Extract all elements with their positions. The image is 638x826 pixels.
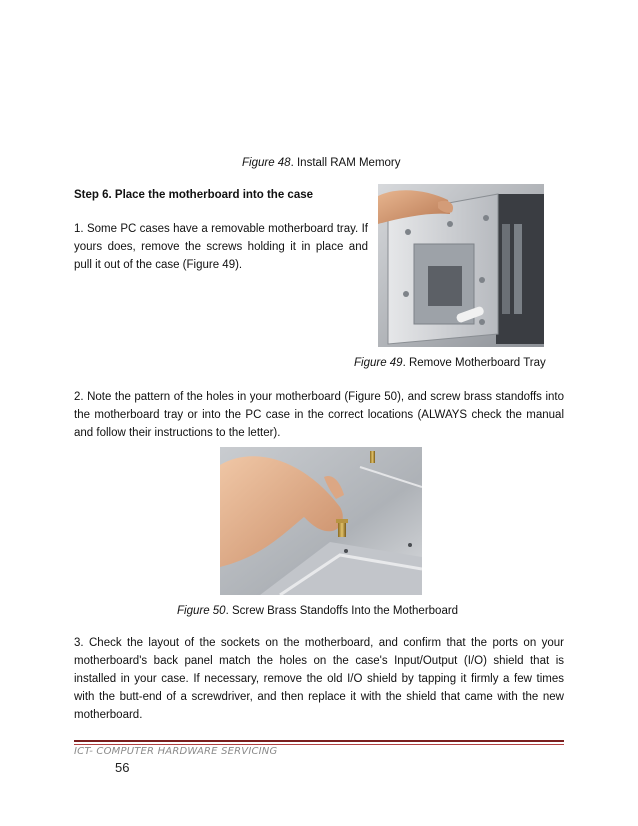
figure-48-text: . Install RAM Memory (290, 157, 401, 169)
figure-48-caption (242, 156, 401, 170)
brass-standoff-illustration (220, 447, 422, 595)
footer-rule-thin (74, 744, 564, 745)
paragraph-3: 3. Check the layout of the sockets on the motherboard, and confirm that the ports on your motherboard's back panel match the holes on the case's Input/Output (I/O) shield that is installed in your case. If necessary, remove the old I/O shield by tapping it firmly a few times with the butt-end of a screwdriver, and then replace it with the shield that came with the new motherboard. (74, 637, 564, 721)
figure-49-photo (378, 184, 544, 347)
figure-50-photo (220, 447, 422, 595)
step-6-heading: Step 6. Place the motherboard into the case (74, 189, 314, 201)
footer-rule (74, 740, 564, 742)
figure-48-label: Figure 48 (242, 157, 291, 169)
paragraph-2: 2. Note the pattern of the holes in your motherboard (Figure 50), and screw brass standoffs into the motherboard tray or into the PC case in the correct locations (ALWAYS check the manual and follow their instructions to the letter). (74, 391, 564, 439)
figure-49-label: Figure 49 (354, 357, 403, 369)
motherboard-tray-illustration (378, 184, 544, 347)
figure-49-caption (354, 356, 546, 370)
page-number: 56 (115, 760, 130, 775)
figure-49-text: . Remove Motherboard Tray (402, 357, 546, 369)
figure-50-label: Figure 50 (177, 605, 226, 617)
figure-50-text: . Screw Brass Standoffs Into the Motherboard (225, 605, 459, 617)
paragraph-1: 1. Some PC cases have a removable motherboard tray. If yours does, remove the screws holding it in place and pull it out of the case (Figure 49). (74, 223, 368, 271)
figure-50-caption (177, 604, 458, 618)
footer-title: ICT- COMPUTER HARDWARE SERVICING (74, 746, 278, 757)
